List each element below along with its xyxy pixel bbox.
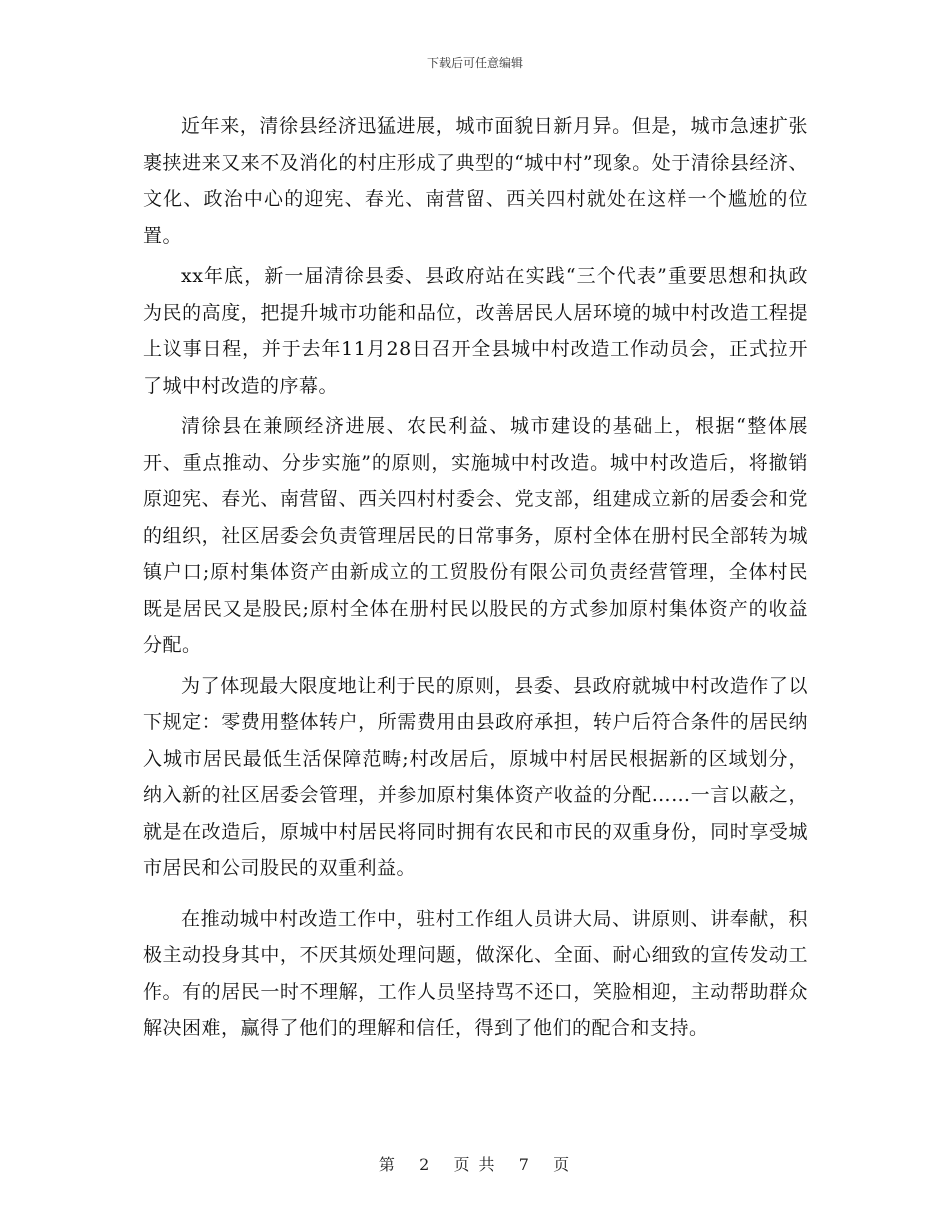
paragraph: 为了体现最大限度地让利于民的原则，县委、县政府就城中村改造作了以下规定：零费用整体转户，所需费用由县政府承担，转户后符合条件的居民纳入城市居民最低生活保障范畴;村改居后，原城中村居民根据新的区域划分，纳入新的社区居委会管理，并参加原村集体资产收益的分配……一言以蔽之，就是在改造后，原城中村居民将同时拥有农民和市民的双重身份，同时享受城市居民和公司股民的双重利益。 [143, 674, 808, 879]
page-footer [0, 1152, 950, 1175]
page-header: 下载后可任意编辑 [426, 56, 523, 70]
total-page-number: 7 [518, 1155, 531, 1174]
current-page-number: 2 [419, 1155, 432, 1174]
paragraph: 在推动城中村改造工作中，驻村工作组人员讲大局、讲原则、讲奉献，积极主动投身其中，不厌其烦处理问题，做深化、全面、耐心细致的宣传发动工作。有的居民一时不理解，工作人员坚持骂不还口，笑脸相迎，主动帮助群众解决困难，赢得了他们的理解和信任，得到了他们的配合和支持。 [143, 907, 808, 1039]
paragraph: 清徐县在兼顾经济进展、农民利益、城市建设的基础上，根据“整体展开、重点推动、分步实施”的原则，实施城中村改造。城中村改造后，将撤销原迎宪、春光、南营留、西关四村村委会、党支部，组建成立新的居委会和党的组织，社区居委会负责管理居民的日常事务，原村全体在册村民全部转为城镇户口;原村集体资产由新成立的工贸股份有限公司负责经营管理，全体村民既是居民又是股民;原村全体在册村民以股民的方式参加原村集体资产的收益分配。 [143, 415, 808, 656]
footer-prefix: 第 [378, 1155, 397, 1174]
paragraph: 近年来，清徐县经济迅猛进展，城市面貌日新月异。但是，城市急速扩张裹挟进来又来不及消化的村庄形成了典型的“城中村”现象。处于清徐县经济、文化、政治中心的迎宪、春光、南营留、西关四村就处在这样一个尴尬的位置。 [143, 115, 808, 247]
footer-middle: 页 共 [453, 1155, 497, 1174]
document-body [143, 108, 808, 1047]
paragraph: xx年底，新一届清徐县委、县政府站在实践“三个代表”重要思想和执政为民的高度，把提升城市功能和品位，改善居民人居环境的城中村改造工程提上议事日程，并于去年11月28日召开全县城中村改造工作动员会，正式拉开了城中村改造的序幕。 [143, 265, 808, 397]
footer-suffix: 页 [553, 1155, 572, 1174]
